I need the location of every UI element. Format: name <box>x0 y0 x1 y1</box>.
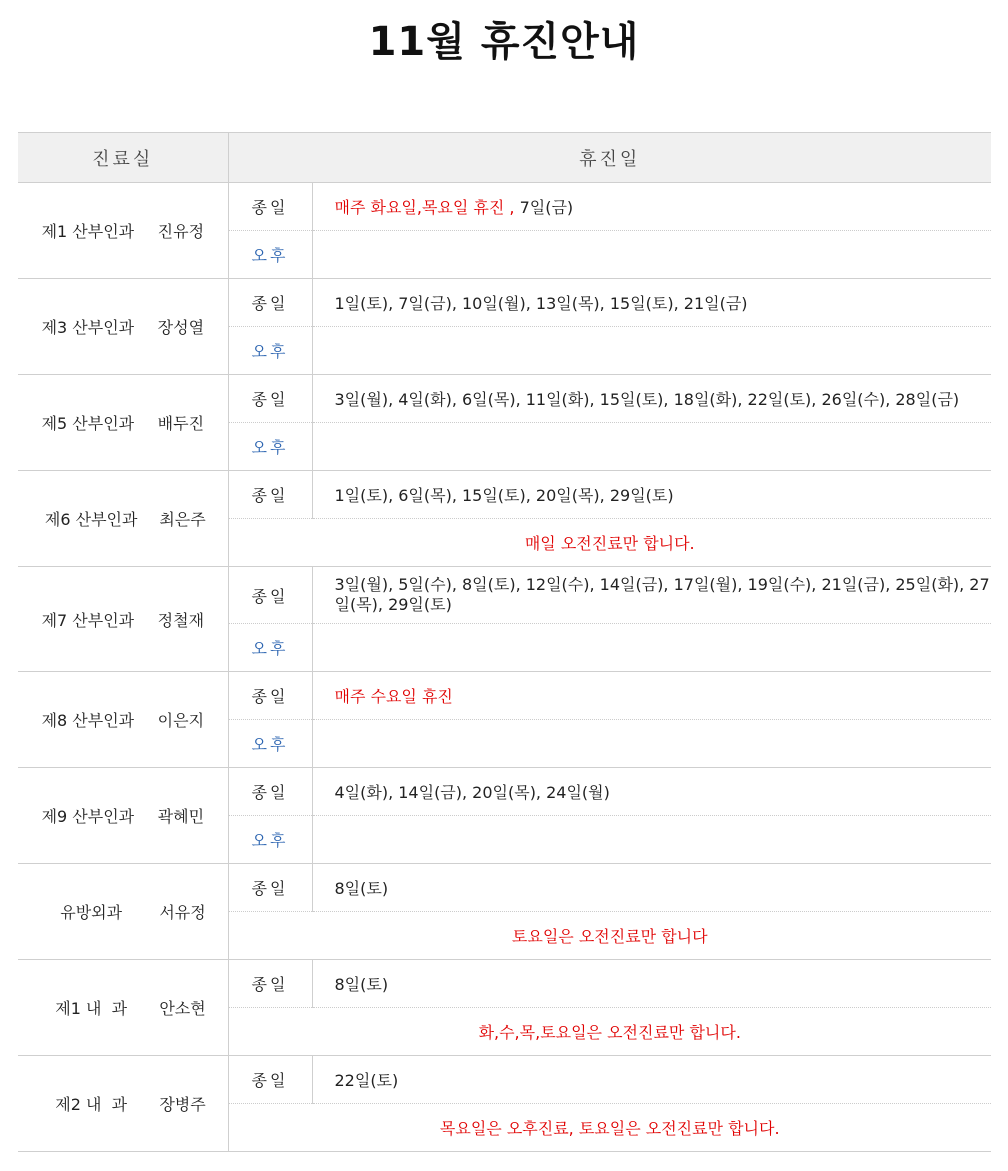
afternoon-label: 오후 <box>228 327 312 375</box>
fullday-dates: 4일(화), 14일(금), 20일(목), 24일(월) <box>312 768 991 816</box>
fullday-dates: 1일(토), 7일(금), 10일(월), 13일(목), 15일(토), 21일(금) <box>312 279 991 327</box>
table-row <box>18 864 991 912</box>
fullday-dates: 1일(토), 6일(목), 15일(토), 20일(목), 29일(토) <box>312 471 991 519</box>
dept-name: 제7 산부인과 <box>41 610 135 630</box>
note-text: 목요일은 오후진료, 토요일은 오전진료만 합니다. <box>228 1104 991 1152</box>
fullday-value <box>312 183 991 231</box>
dept-name: 제8 산부인과 <box>41 711 135 730</box>
table-row <box>18 567 991 624</box>
afternoon-label: 오후 <box>228 423 312 471</box>
afternoon-value <box>312 231 991 279</box>
dept-cell <box>18 183 228 279</box>
dept-cell <box>18 864 228 960</box>
dept-name: 유방외과 <box>60 903 123 922</box>
fullday-label: 종일 <box>228 1056 312 1104</box>
dept-cell <box>18 672 228 768</box>
table-row <box>18 1056 991 1104</box>
afternoon-value <box>312 720 991 768</box>
dept-cell <box>18 471 228 567</box>
page-title: 11월 휴진안내 <box>368 19 640 65</box>
fullday-dates: 7일(금) <box>514 198 574 217</box>
afternoon-value <box>312 816 991 864</box>
afternoon-label: 오후 <box>228 816 312 864</box>
fullday-dates: 3일(월), 4일(화), 6일(목), 11일(화), 15일(토), 18일(화), 22일(토), 26일(수), 28일(금) <box>312 375 991 423</box>
dept-name: 제5 산부인과 <box>41 414 135 433</box>
dept-name: 제1 산부인과 <box>41 222 135 241</box>
dept-cell <box>18 567 228 672</box>
fullday-notice: 매주 화요일,목요일 휴진 , <box>334 198 515 217</box>
fullday-label: 종일 <box>228 768 312 816</box>
afternoon-value <box>312 624 991 672</box>
fullday-label: 종일 <box>228 567 312 624</box>
table-row <box>18 375 991 423</box>
doctor-name: 배두진 <box>157 414 205 433</box>
fullday-dates: 8일(토) <box>312 864 991 912</box>
afternoon-label: 오후 <box>228 231 312 279</box>
dept-cell <box>18 279 228 375</box>
fullday-dates: 22일(토) <box>312 1056 991 1104</box>
fullday-label: 종일 <box>228 471 312 519</box>
doctor-name: 진유정 <box>157 222 205 241</box>
fullday-notice: 매주 수요일 휴진 <box>312 672 991 720</box>
fullday-label: 종일 <box>228 864 312 912</box>
fullday-label: 종일 <box>228 375 312 423</box>
doctor-name: 장성열 <box>157 318 205 337</box>
note-text: 화,수,목,토요일은 오전진료만 합니다. <box>228 1008 991 1056</box>
fullday-label: 종일 <box>228 279 312 327</box>
doctor-name: 곽혜민 <box>157 807 205 826</box>
header-days: 휴진일 <box>228 133 991 183</box>
fullday-label: 종일 <box>228 960 312 1008</box>
table-row <box>18 471 991 519</box>
fullday-label: 종일 <box>228 672 312 720</box>
table-row <box>18 768 991 816</box>
note-text: 토요일은 오전진료만 합니다 <box>228 912 991 960</box>
dept-name: 제3 산부인과 <box>41 318 135 337</box>
fullday-dates: 8일(토) <box>312 960 991 1008</box>
doctor-name: 장병주 <box>159 1095 206 1114</box>
doctor-name: 안소현 <box>159 999 206 1018</box>
doctor-name: 최은주 <box>159 510 206 529</box>
note-text: 매일 오전진료만 합니다. <box>228 519 991 567</box>
dept-cell <box>18 1056 228 1152</box>
afternoon-value <box>312 423 991 471</box>
dept-name: 제1 내 과 <box>55 999 128 1018</box>
table-header <box>18 133 991 183</box>
dept-cell <box>18 768 228 864</box>
doctor-name: 이은지 <box>157 711 205 730</box>
afternoon-label: 오후 <box>228 720 312 768</box>
dept-cell <box>18 375 228 471</box>
table-row <box>18 672 991 720</box>
table-row <box>18 279 991 327</box>
dept-cell <box>18 960 228 1056</box>
fullday-dates: 3일(월), 5일(수), 8일(토), 12일(수), 14일(금), 17일(월), 19일(수), 21일(금), 25일(화), 27일(목), 29일(토) <box>312 567 991 624</box>
table-row <box>18 183 991 231</box>
dept-name: 제9 산부인과 <box>41 807 135 826</box>
closure-table <box>18 132 991 1152</box>
table-row <box>18 960 991 1008</box>
header-dept: 진료실 <box>18 133 228 183</box>
dept-name: 제6 산부인과 <box>44 510 138 529</box>
doctor-name: 정철재 <box>157 610 205 630</box>
dept-name: 제2 내 과 <box>55 1095 128 1114</box>
doctor-name: 서유정 <box>159 903 206 922</box>
afternoon-value <box>312 327 991 375</box>
afternoon-label: 오후 <box>228 624 312 672</box>
fullday-label: 종일 <box>228 183 312 231</box>
